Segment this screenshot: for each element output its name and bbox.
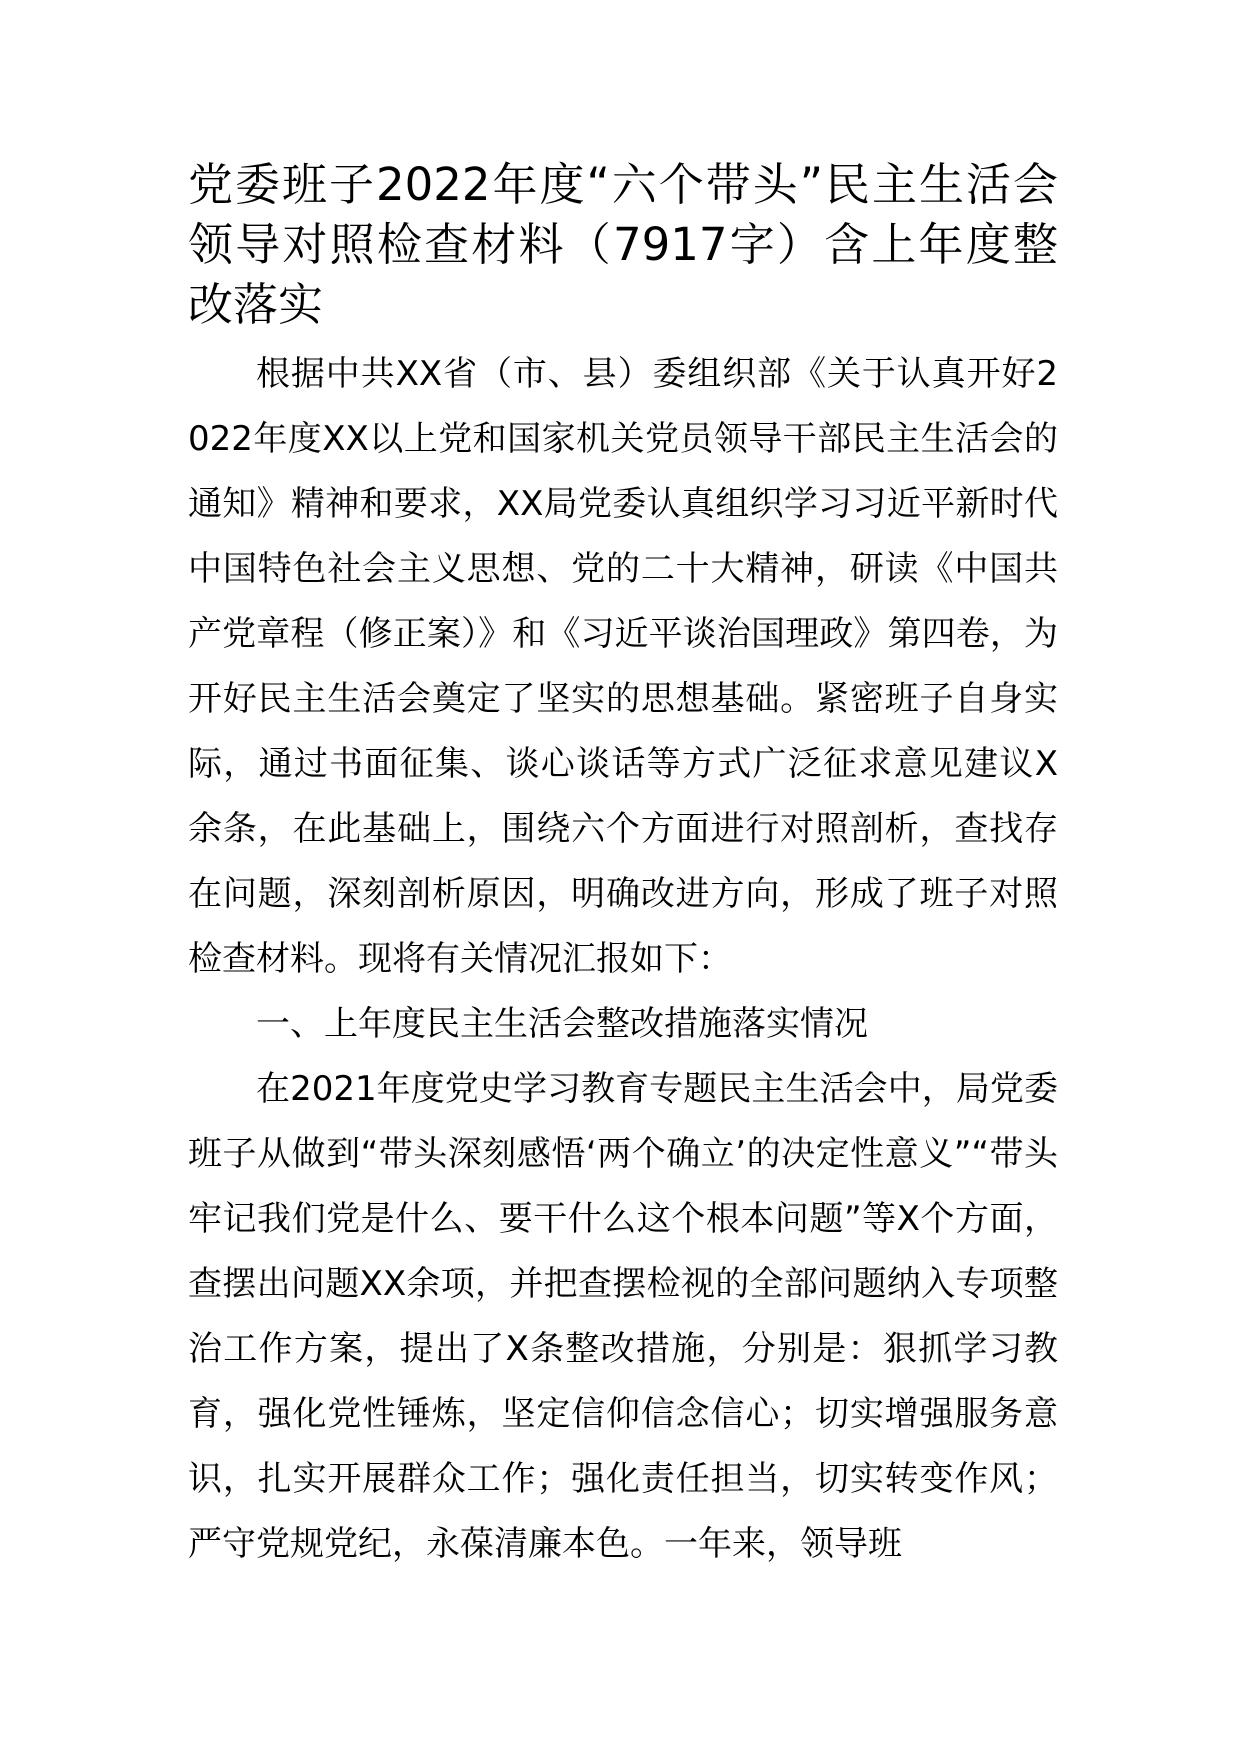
intro-paragraph: 根据中共XX省（市、县）委组织部《关于认真开好2022年度XX以上党和国家机关党员领导干部民主生活会的通知》精神和要求，XX局党委认真组织学习习近平新时代中国特色社会主义思想、党的二十大精神，研读《中国共产党章程（修正案）》和《习近平谈治国理政》第四卷，为开好民主生活会奠定了坚实的思想基础。紧密班子自身实际，通过书面征集、谈心谈话等方式广泛征求意见建议X余条，在此基础上，围绕六个方面进行对照剖析，查找存在问题，深刻剖析原因，明确改进方向，形成了班子对照检查材料。现将有关情况汇报如下： xyxy=(188,354,1058,979)
section-heading: 一、上年度民主生活会整改措施落实情况 xyxy=(256,1004,868,1044)
document-body xyxy=(188,155,1058,1577)
section-paragraph: 在2021年度党史学习教育专题民主生活会中，局党委班子从做到“带头深刻感悟‘两个确立’的决定性意义”“带头牢记我们党是什么、要干什么这个根本问题”等X个方面，查摆出问题XX余项，并把查摆检视的全部问题纳入专项整治工作方案，提出了X条整改措施，分别是：狠抓学习教育，强化党性锤炼，坚定信仰信念信心；切实增强服务意识，扎实开展群众工作；强化责任担当，切实转变作风；严守党规党纪，永葆清廉本色。一年来，领导班 xyxy=(188,1069,1058,1564)
document-title: 党委班子2022年度“六个带头”民主生活会领导对照检查材料（7917字）含上年度整改落实 xyxy=(188,158,1058,331)
